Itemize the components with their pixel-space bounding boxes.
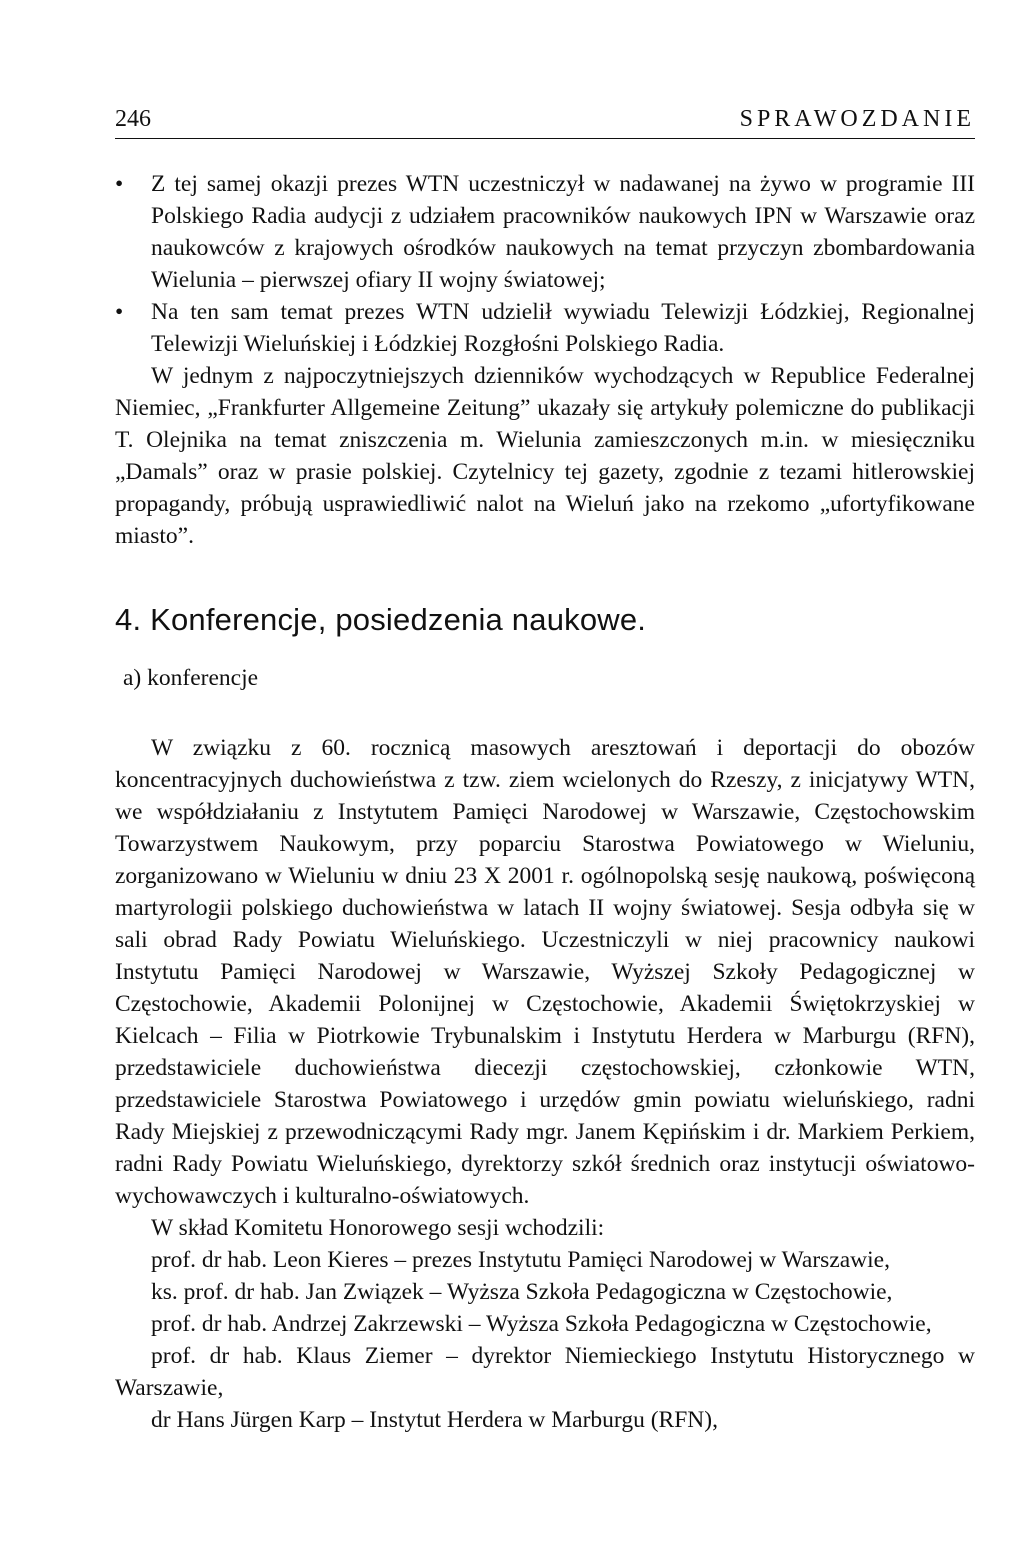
- bullet-marker: •: [115, 171, 124, 197]
- committee-member: prof. dr hab. Andrzej Zakrzewski – Wyższa Szkoła Pedagogiczna w Częstochowie,: [151, 1311, 932, 1337]
- page-header: [115, 104, 975, 139]
- bullet-text: Z tej samej okazji prezes WTN uczestniczył w nadawanej na żywo w programie III Polskiego Radia audycji z udziałem pracowników naukowych IPN w Warszawie oraz naukowców z krajowych ośrodków naukowych na temat przyczyn zbombardowania Wielunia – pierwszej ofiary II wojny światowej;: [151, 171, 975, 293]
- paragraph-press: W jednym z najpoczytniejszych dzienników wychodzących w Republice Federalnej Niemiec, „Frankfurter Allgemeine Zeitung” ukazały się artykuły polemiczne do publikacji T. Olejnika na temat zniszczenia m. Wielunia zamieszczonych m.in. w miesięczniku „Damals” oraz w prasie polskiej. Czytelnicy tej gazety, zgodnie z tezami hitlerowskiej propagandy, próbują usprawiedliwić nalot na Wieluń jako na rzekomo „ufortyfikowane miasto”.: [115, 363, 975, 549]
- committee-member: prof. dr hab. Klaus Ziemer – dyrektor Niemieckiego Instytutu Historycznego w Warszawie,: [115, 1343, 975, 1401]
- section-heading: 4. Konferencje, posiedzenia naukowe.: [115, 602, 647, 637]
- committee-member: dr Hans Jürgen Karp – Instytut Herdera w Marburgu (RFN),: [151, 1407, 718, 1433]
- bullet-marker: •: [115, 299, 124, 325]
- body-text: [115, 168, 975, 1436]
- paragraph-committee-intro: W skład Komitetu Honorowego sesji wchodzili:: [151, 1215, 605, 1241]
- committee-member: prof. dr hab. Leon Kieres – prezes Instytutu Pamięci Narodowej w Warszawie,: [151, 1247, 890, 1273]
- paragraph-conference: W związku z 60. rocznicą masowych aresztowań i deportacji do obozów koncentracyjnych duchowieństwa z tzw. ziem wcielonych do Rzeszy, z inicjatywy WTN, we współdziałaniu z Instytutem Pamięci Narodowej w Warszawie, Częstochowskim Towarzystwem Naukowym, przy poparciu Starostwa Powiatowego w Wieluniu, zorganizowano w Wieluniu w dniu 23 X 2001 r. ogólnopolską sesję naukową, poświęconą martyrologii polskiego duchowieństwa w latach II wojny światowej. Sesja odbyła się w sali obrad Rady Powiatu Wieluńskiego. Uczestniczyli w niej pracownicy naukowi Instytutu Pamięci Narodowej w Warszawie, Wyższej Szkoły Pedagogicznej w Częstochowie, Akademii Polonijnej w Częstochowie, Akademii Świętokrzyskiej w Kielcach – Filia w Piotrkowie Trybunalskim i Instytutu Herdera w Marburgu (RFN), przedstawiciele duchowieństwa diecezji częstochowskiej, członkowie WTN, przedstawiciele Starostwa Powiatowego i urzędów gmin powiatu wieluńskiego, radni Rady Miejskiej z przewodniczącymi Rady mgr. Janem Kępińskim i dr. Markiem Perkiem, radni Rady Powiatu Wieluńskiego, dyrektorzy szkół średnich oraz instytucji oświatowo-wychowawczych i kulturalno-oświatowych.: [115, 735, 975, 1209]
- committee-member: ks. prof. dr hab. Jan Związek – Wyższa Szkoła Pedagogiczna w Częstochowie,: [151, 1279, 893, 1305]
- running-head: SPRAWOZDANIE: [739, 106, 975, 132]
- bullet-item: [115, 296, 975, 360]
- page-number: 246: [115, 106, 151, 132]
- subsection-heading: a) konferencje: [123, 665, 259, 691]
- bullet-text: Na ten sam temat prezes WTN udzielił wywiadu Telewizji Łódzkiej, Regionalnej Telewizji Wieluńskiej i Łódzkiej Rozgłośni Polskiego Radia.: [151, 299, 975, 357]
- bullet-item: [115, 168, 975, 296]
